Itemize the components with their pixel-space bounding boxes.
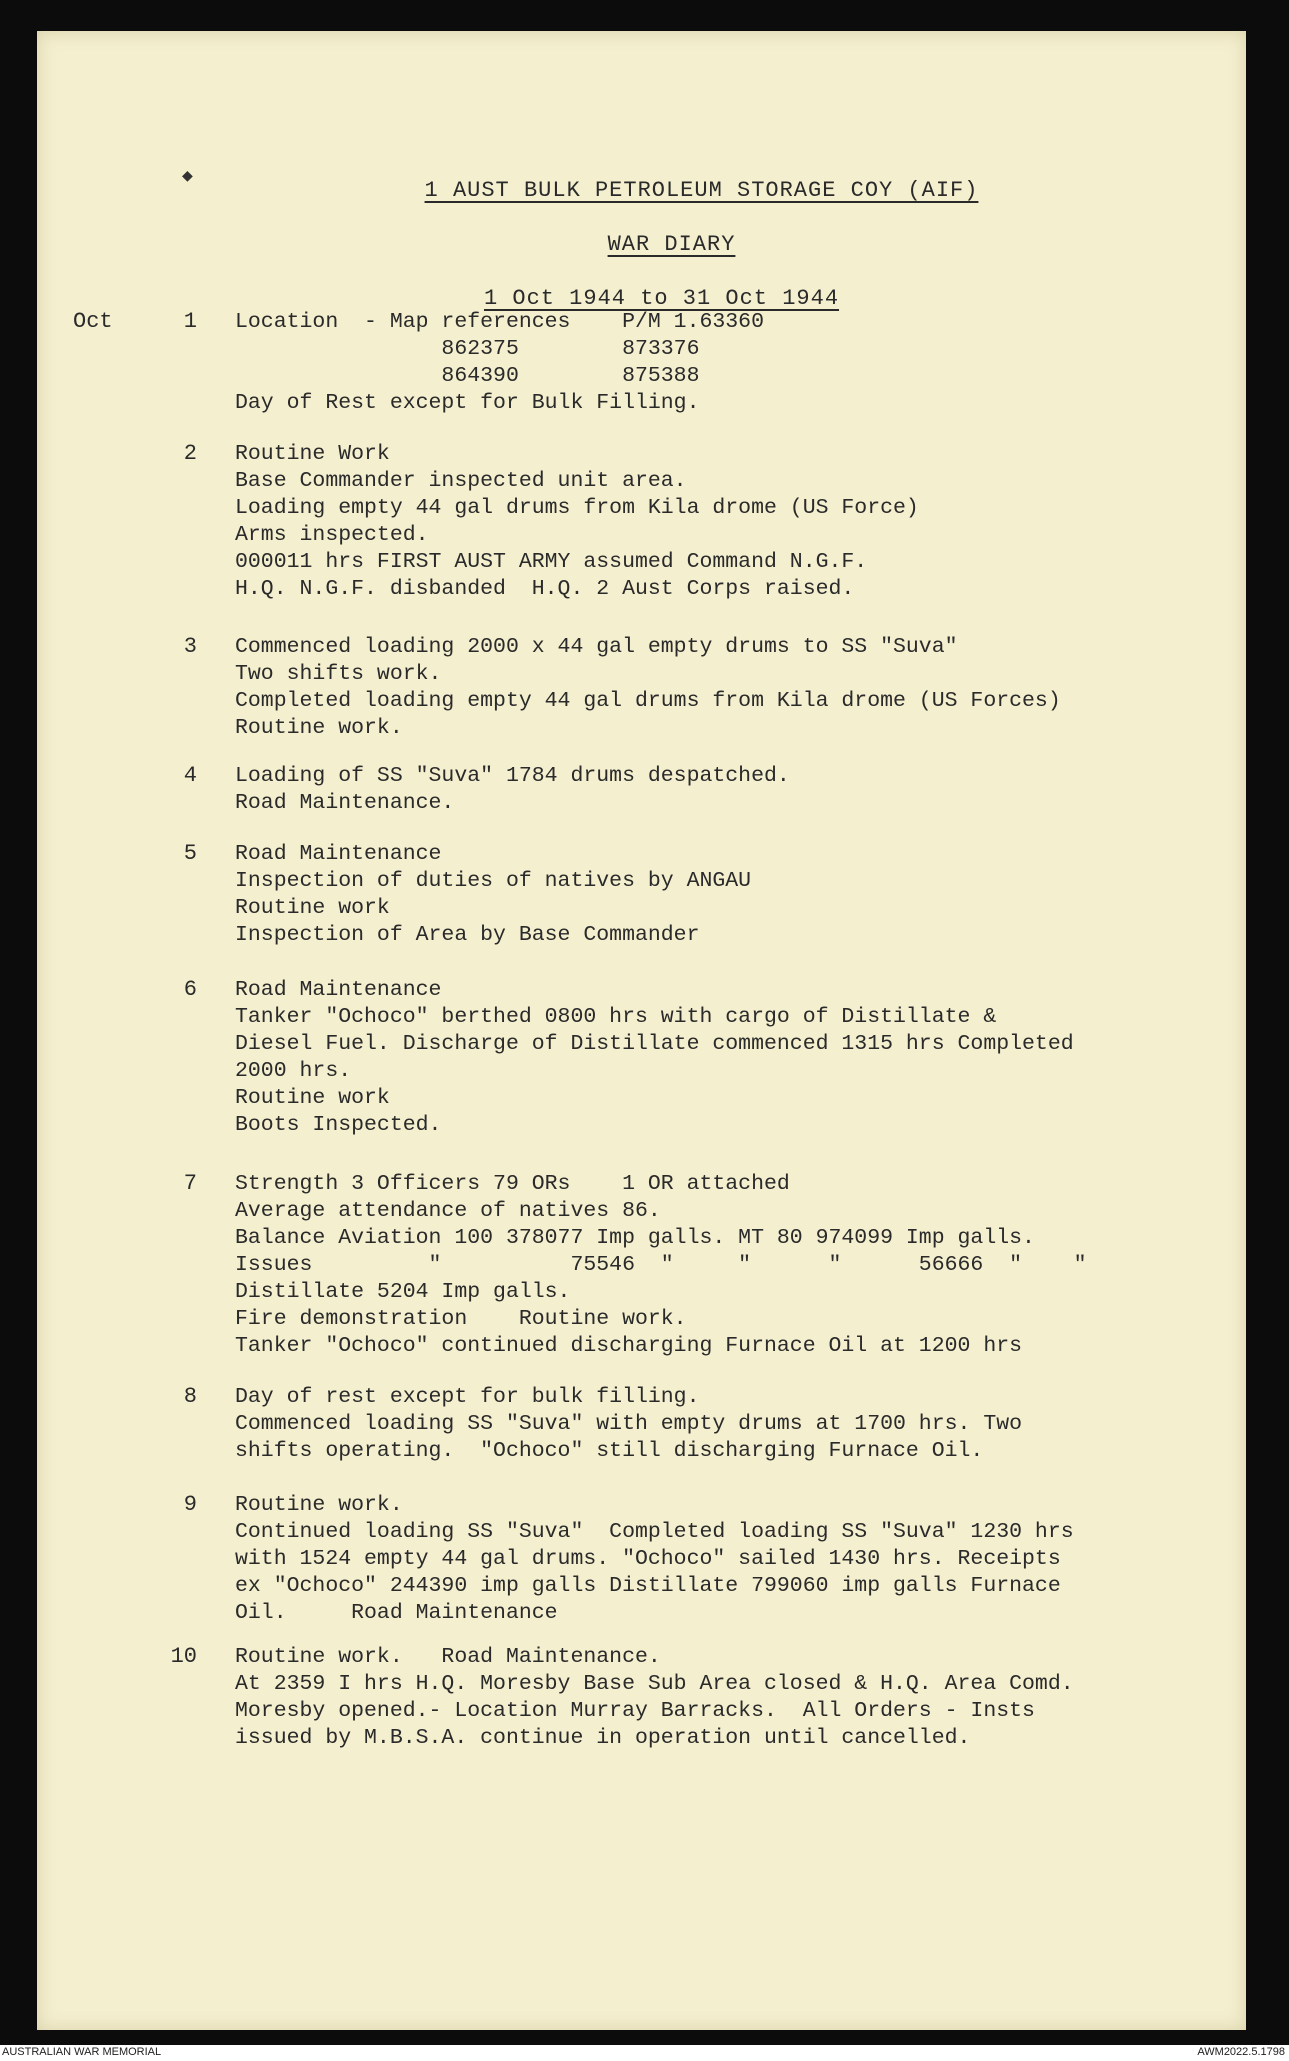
entry-line: Two shifts work. (235, 662, 442, 686)
entry-text (235, 1644, 1235, 1752)
entry-line: Road Maintenance (235, 842, 442, 866)
entry-line: Routine Work (235, 442, 390, 466)
entry-line: Fire demonstration Routine work. (235, 1307, 687, 1331)
entry-text (235, 1492, 1235, 1627)
footer-institution: AUSTRALIAN WAR MEMORIAL (2, 2046, 162, 2058)
document-page (37, 31, 1246, 2030)
document-title: 1 AUST BULK PETROLEUM STORAGE COY (AIF) (424, 178, 979, 203)
entry-line: Completed loading empty 44 gal drums from Kila drome (US Forces) (235, 689, 1061, 713)
entry-line: Routine work (235, 896, 390, 920)
entry-day: 9 (183, 1492, 197, 1517)
entry-day: 2 (183, 441, 197, 466)
entry-day: 4 (183, 763, 197, 788)
entry-line: Oil. Road Maintenance (235, 1601, 558, 1625)
entry-line: issued by M.B.S.A. continue in operation until cancelled. (235, 1726, 971, 1750)
entry-day: 3 (183, 634, 197, 659)
entry-line: Tanker "Ochoco" continued discharging Furnace Oil at 1200 hrs (235, 1334, 1023, 1358)
entry-line: Routine work. (235, 1493, 403, 1517)
entry-line: 2000 hrs. (235, 1059, 352, 1083)
entry-line: Continued loading SS "Suva" Completed loading SS "Suva" 1230 hrs (235, 1520, 1074, 1544)
entry-line: At 2359 I hrs H.Q. Moresby Base Sub Area closed & H.Q. Area Comd. (235, 1672, 1074, 1696)
entry-text (235, 1171, 1235, 1360)
entry-line: Moresby opened.- Location Murray Barracks. All Orders - Insts (235, 1699, 1035, 1723)
entry-line: Base Commander inspected unit area. (235, 469, 687, 493)
entry-line: Strength 3 Officers 79 ORs 1 OR attached (235, 1172, 790, 1196)
entry-text (235, 1384, 1235, 1465)
entry-line: Inspection of duties of natives by ANGAU (235, 869, 752, 893)
entry-line: Commenced loading 2000 x 44 gal empty drums to SS "Suva" (235, 635, 958, 659)
entry-line: Average attendance of natives 86. (235, 1199, 661, 1223)
entry-line: Loading empty 44 gal drums from Kila drome (US Force) (235, 496, 919, 520)
entry-line: Inspection of Area by Base Commander (235, 923, 700, 947)
entry-line: Day of Rest except for Bulk Filling. (235, 391, 700, 415)
entry-line: Issues " 75546 " " " 56666 " " (235, 1253, 1087, 1277)
entry-day: 5 (183, 841, 197, 866)
entry-line: H.Q. N.G.F. disbanded H.Q. 2 Aust Corps raised. (235, 577, 855, 601)
entry-text (235, 309, 1235, 417)
entry-line: Road Maintenance. (235, 791, 455, 815)
entry-month: Oct (73, 309, 113, 334)
document-subtitle: WAR DIARY (607, 232, 736, 257)
entry-text (235, 841, 1235, 949)
entry-day: 6 (183, 977, 197, 1002)
footer-accession: AWM2022.5.1798 (1197, 2046, 1285, 2058)
entry-text (235, 977, 1235, 1139)
entry-text (235, 634, 1235, 742)
entry-line: 000011 hrs FIRST AUST ARMY assumed Command N.G.F. (235, 550, 868, 574)
entry-line: Loading of SS "Suva" 1784 drums despatched. (235, 764, 790, 788)
entry-text (235, 441, 1235, 603)
entry-day: 8 (183, 1384, 197, 1409)
entry-line: Boots Inspected. (235, 1113, 442, 1137)
entry-line: Diesel Fuel. Discharge of Distillate commenced 1315 hrs Completed (235, 1032, 1074, 1056)
entry-line: 862375 873376 (235, 337, 700, 361)
entry-text (235, 763, 1235, 817)
entry-line: Balance Aviation 100 378077 Imp galls. MT 80 974099 Imp galls. (235, 1226, 1035, 1250)
entry-line: Routine work. (235, 716, 403, 740)
entry-line: 864390 875388 (235, 364, 700, 388)
entry-line: Day of rest except for bulk filling. (235, 1385, 700, 1409)
entry-day: 1 (183, 309, 197, 334)
entry-day: 10 (170, 1644, 197, 1669)
entry-line: Routine work. Road Maintenance. (235, 1645, 661, 1669)
entry-line: with 1524 empty 44 gal drums. "Ochoco" sailed 1430 hrs. Receipts (235, 1547, 1061, 1571)
entry-line: Location - Map references P/M 1.63360 (235, 310, 764, 334)
entry-line: Routine work (235, 1086, 390, 1110)
document-period: 1 Oct 1944 to 31 Oct 1944 (483, 286, 840, 311)
entry-line: shifts operating. "Ochoco" still discharging Furnace Oil. (235, 1439, 984, 1463)
punch-hole-mark: ◆ (182, 167, 193, 187)
entry-line: Road Maintenance (235, 978, 442, 1002)
entry-line: Tanker "Ochoco" berthed 0800 hrs with cargo of Distillate & (235, 1005, 997, 1029)
entry-line: Arms inspected. (235, 523, 429, 547)
entry-day: 7 (183, 1171, 197, 1196)
entry-line: Commenced loading SS "Suva" with empty drums at 1700 hrs. Two (235, 1412, 1023, 1436)
entry-line: Distillate 5204 Imp galls. (235, 1280, 571, 1304)
entry-line: ex "Ochoco" 244390 imp galls Distillate 799060 imp galls Furnace (235, 1574, 1061, 1598)
